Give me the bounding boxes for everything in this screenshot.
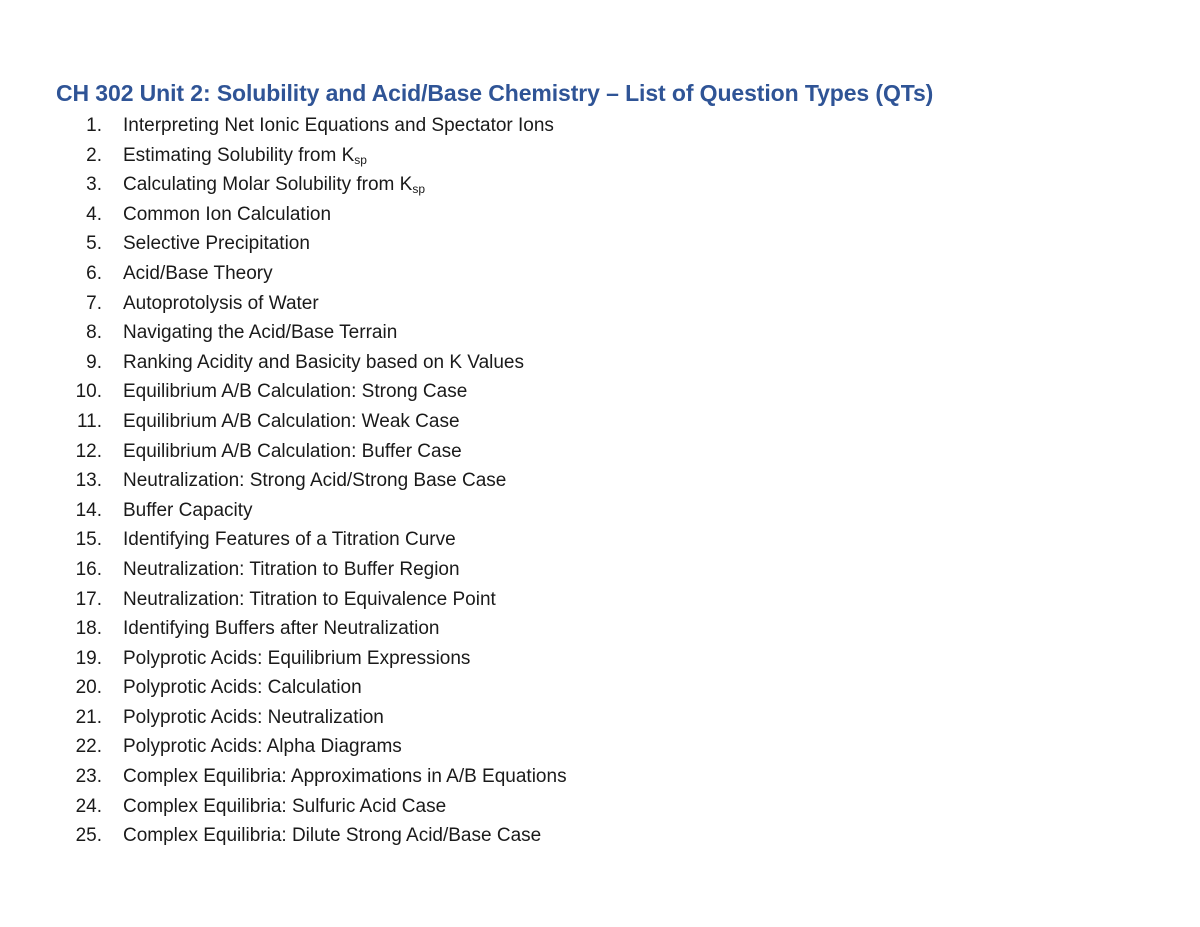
list-item-number: 20. [75,677,102,699]
list-item [0,377,1200,407]
list-item-number: 21. [75,706,102,728]
list-item-number: 4. [86,203,102,225]
list-item [0,348,1200,378]
list-item-text: Calculating Molar Solubility from $K_{sp}$ [123,174,426,197]
list-item-text: Polyprotic Acids: Calculation [123,677,362,699]
list-item-number: 16. [75,558,102,580]
list-item-text: Acid/Base Theory [123,262,273,284]
page-title: CH 302 Unit 2: Solubility and Acid/Base Chemistry – List of Question Types (QTs) [56,80,934,106]
list-item-number: 5. [86,233,102,255]
list-item [0,585,1200,615]
list-item-text: Polyprotic Acids: Alpha Diagrams [123,736,402,758]
list-item [0,821,1200,851]
list-item-text: Common Ion Calculation [123,203,332,225]
list-item-text: Complex Equilibria: Sulfuric Acid Case [123,795,447,817]
list-item-text: Navigating the Acid/Base Terrain [123,322,398,344]
list-item-number: 1. [86,115,102,136]
list-item-number: 10. [75,381,102,403]
list-item-number: 13. [75,470,102,492]
list-item-number: 17. [75,588,102,610]
list-item [0,644,1200,674]
list-item-text: Equilibrium A/B Calculation: Buffer Case [123,440,462,462]
list-item [0,703,1200,733]
list-item-text: Autoprotolysis of Water [123,292,319,314]
list-item-text: Interpreting Net Ionic Equations and Spectator Ions [123,115,554,136]
list-item [0,792,1200,822]
list-item [0,437,1200,467]
list-item [0,762,1200,792]
list-item-text: Equilibrium A/B Calculation: Weak Case [123,410,460,432]
list-item-text: Estimating Solubility from $K_{sp}$ [123,144,367,167]
list-item-text: Complex Equilibria: Approximations in A/B Equations [123,766,567,788]
list-item-number: 6. [86,262,102,284]
list-item [0,525,1200,555]
list-item [0,466,1200,496]
list-item [0,111,1200,141]
list-item-number: 7. [86,292,102,314]
list-item-number: 22. [75,736,102,758]
list-item-text: Identifying Features of a Titration Curve [123,529,456,551]
list-item-text: Identifying Buffers after Neutralization [123,618,440,640]
list-item-number: 2. [86,144,102,166]
list-item [0,614,1200,644]
list-item [0,496,1200,526]
list-item [0,407,1200,437]
list-item [0,141,1200,171]
list-item-number: 24. [75,795,102,817]
subscript: sp [412,182,426,197]
list-item-number: 11. [76,410,102,432]
list-item-text: Complex Equilibria: Dilute Strong Acid/Base Case [123,825,542,847]
list-item-number: 15. [75,529,102,551]
list-item-number: 14. [75,499,102,521]
list-item-text: Equilibrium A/B Calculation: Strong Case [123,381,468,403]
list-item-number: 3. [86,174,102,196]
list-item-number: 25. [75,825,102,847]
list-item [0,555,1200,585]
list-item-number: 23. [75,766,102,788]
list-item-number: 19. [75,647,102,669]
list-item-number: 12. [75,440,102,462]
list-item-number: 8. [86,322,102,344]
list-item [0,259,1200,289]
list-item-text: Selective Precipitation [123,233,310,255]
list-item [0,732,1200,762]
list-item [0,170,1200,200]
list-item-number: 9. [86,351,102,373]
list-item-number: 18. [75,618,102,640]
list-item-text: Polyprotic Acids: Neutralization [123,706,384,728]
list-item-text: Ranking Acidity and Basicity based on K Values [123,351,524,373]
list-item-text: Neutralization: Strong Acid/Strong Base Case [123,470,507,492]
subscript: sp [354,152,367,167]
list-item-text: Polyprotic Acids: Equilibrium Expressions [123,647,471,669]
list-item-text: Neutralization: Titration to Buffer Region [123,558,460,580]
list-item [0,229,1200,259]
list-item [0,200,1200,230]
question-type-list [0,111,1200,851]
list-item [0,318,1200,348]
list-item [0,289,1200,319]
list-item-text: Buffer Capacity [123,499,253,521]
list-item-text: Neutralization: Titration to Equivalence Point [123,588,496,610]
list-item [0,673,1200,703]
